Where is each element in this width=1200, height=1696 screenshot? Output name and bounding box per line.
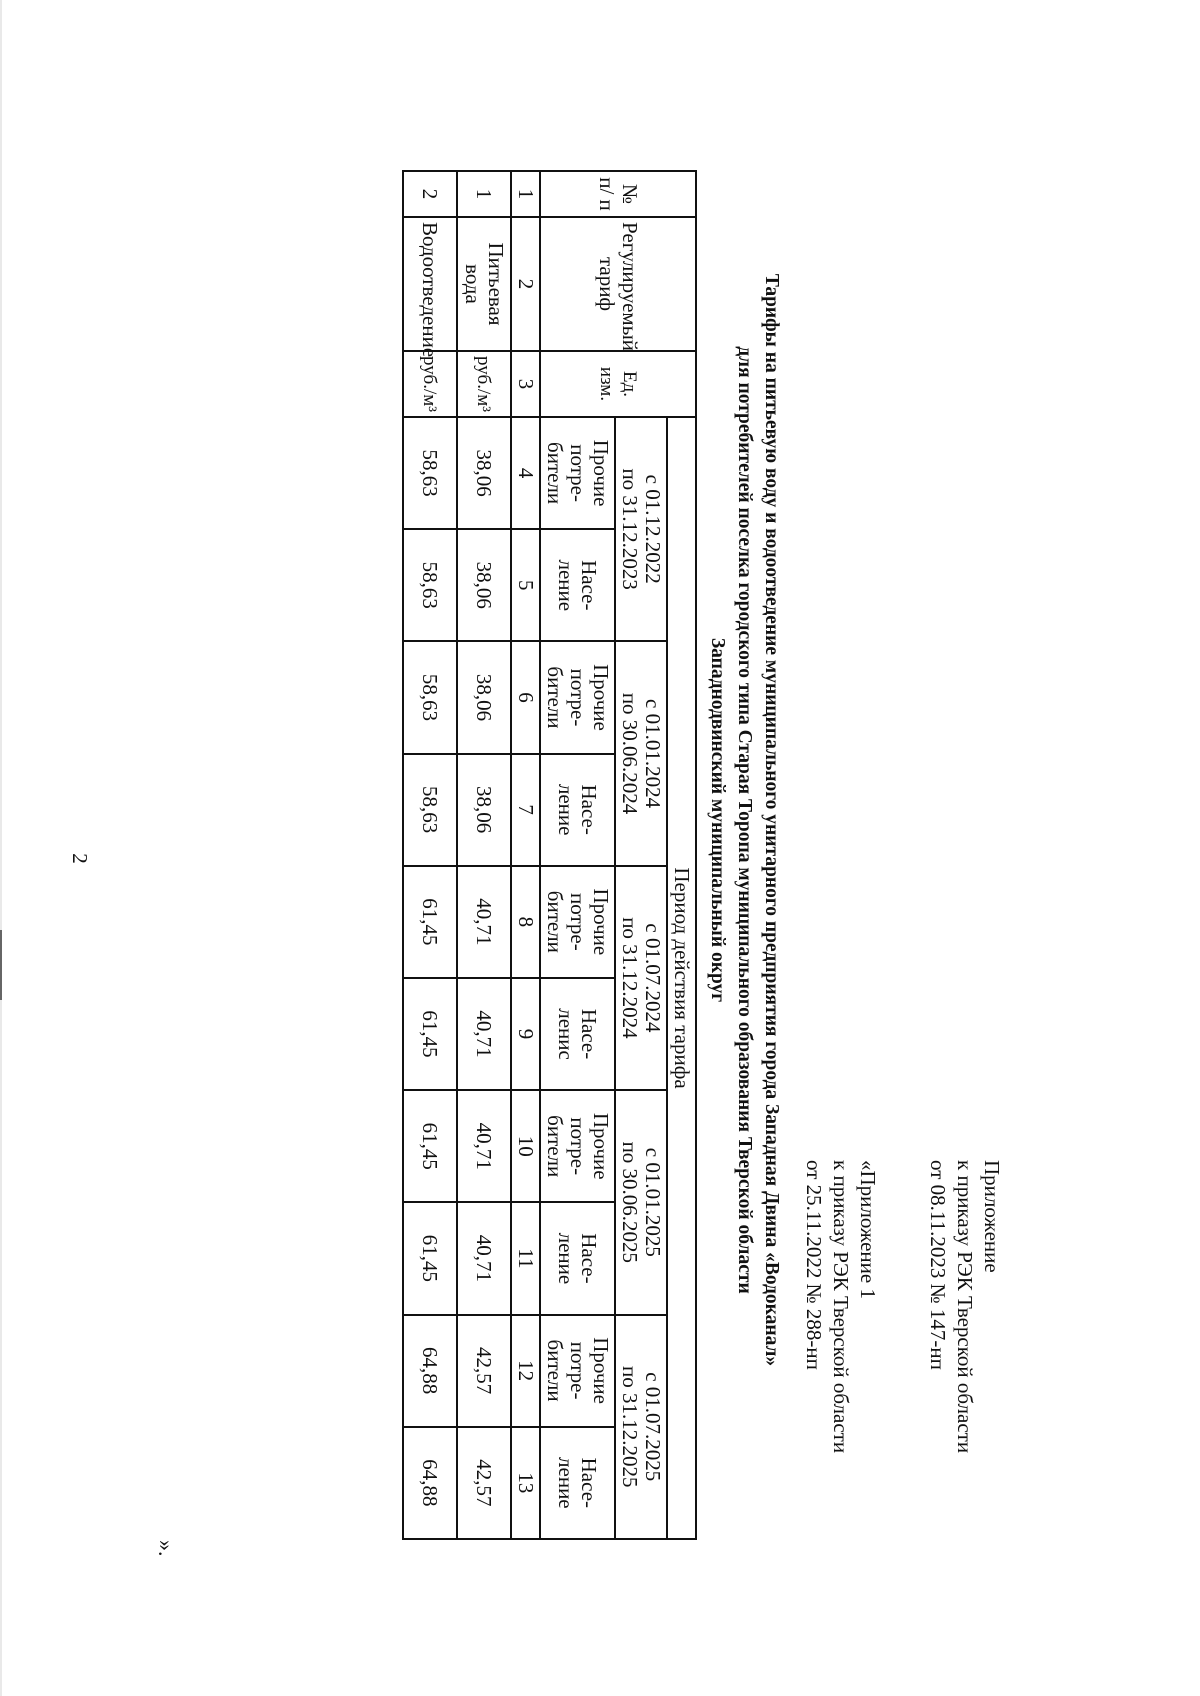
- appendix-previous-line3: от 25.11.2022 № 288-нп: [802, 1160, 826, 1370]
- subheader-population: Насе- ление: [540, 1202, 615, 1314]
- appendix-previous-line1: «Приложение 1: [856, 1160, 880, 1299]
- column-number: 9: [511, 978, 540, 1090]
- tariff-value: 40,71: [457, 978, 511, 1090]
- column-number: 8: [511, 866, 540, 978]
- row-number: 1: [457, 171, 511, 217]
- subheader-other-consumers: Прочие потре- бители: [540, 866, 615, 978]
- appendix-current-block: [924, 1160, 1005, 1453]
- column-number: 13: [511, 1427, 540, 1539]
- appendix-previous-line2: к приказу РЭК Тверской области: [829, 1160, 853, 1454]
- tariff-value: 61,45: [403, 1202, 457, 1314]
- closing-quote-mark: ».: [154, 1540, 179, 1557]
- column-number: 3: [511, 351, 540, 417]
- subheader-population: Насе- ленис: [540, 978, 615, 1090]
- header-tariff: Регулируемый тариф: [540, 217, 696, 351]
- appendix-current-line3: от 08.11.2023 № 147-нп: [926, 1160, 950, 1370]
- table-row: [403, 171, 457, 1539]
- period-to: по 31.12.2023: [618, 468, 642, 590]
- row-tariff-name: Водоотведение: [403, 217, 457, 351]
- header-unit: Ед. изм.: [540, 351, 696, 417]
- tariff-value: 64,88: [403, 1427, 457, 1539]
- tariff-table: [402, 170, 697, 1540]
- column-number: 5: [511, 529, 540, 641]
- period-to: по 31.12.2024: [618, 917, 642, 1039]
- table-row: [457, 171, 511, 1539]
- document-title: [704, 150, 785, 1490]
- tariff-value: 61,45: [403, 866, 457, 978]
- column-number: 1: [511, 171, 540, 217]
- header-period: Период действия тарифа: [667, 417, 696, 1539]
- tariff-value: 40,71: [457, 1090, 511, 1202]
- column-number: 12: [511, 1315, 540, 1427]
- header-num: № п/ п: [540, 171, 696, 217]
- subheader-other-consumers: Прочие потре- бители: [540, 1090, 615, 1202]
- period-header: [615, 641, 667, 865]
- tariff-value: 40,71: [457, 1202, 511, 1314]
- tariff-value: 64,88: [403, 1315, 457, 1427]
- period-from: с 01.01.2024: [641, 699, 665, 809]
- tariff-value: 42,57: [457, 1427, 511, 1539]
- column-number: 10: [511, 1090, 540, 1202]
- page-number: 2: [67, 853, 92, 864]
- tariff-value: 61,45: [403, 978, 457, 1090]
- subheader-population: Насе- ление: [540, 1427, 615, 1539]
- scan-edge: [0, 0, 2, 1696]
- appendix-previous-block: [800, 1160, 881, 1453]
- tariff-value: 61,45: [403, 1090, 457, 1202]
- column-number: 11: [511, 1202, 540, 1314]
- tariff-value: 42,57: [457, 1315, 511, 1427]
- row-unit: руб./м³: [403, 351, 457, 417]
- period-from: с 01.01.2025: [641, 1147, 665, 1257]
- appendix-current-line2: к приказу РЭК Тверской области: [953, 1160, 977, 1454]
- title-line3: Западнодвинский муниципальный округ: [707, 637, 728, 1003]
- tariff-value: 38,06: [457, 754, 511, 866]
- subheader-other-consumers: Прочие потре- бители: [540, 1315, 615, 1427]
- period-from: с 01.07.2024: [641, 923, 665, 1033]
- row-unit: руб./м³: [457, 351, 511, 417]
- period-header: [615, 1315, 667, 1540]
- period-header: [615, 866, 667, 1090]
- tariff-value: 58,63: [403, 529, 457, 641]
- tariff-value: 38,06: [457, 641, 511, 753]
- subheader-other-consumers: Прочие потре- бители: [540, 641, 615, 753]
- title-line2: для потребителей поселка городского типа Старая Торопа муниципального образования Тверской области: [734, 346, 755, 1294]
- scan-artifact: [0, 930, 2, 1000]
- tariff-value: 40,71: [457, 866, 511, 978]
- column-number-row: [511, 171, 540, 1539]
- tariff-value: 38,06: [457, 529, 511, 641]
- period-from: с 01.12.2022: [641, 474, 665, 584]
- tariff-value: 58,63: [403, 417, 457, 529]
- period-to: по 31.12.2025: [618, 1366, 642, 1488]
- subheader-population: Насе- ление: [540, 529, 615, 641]
- period-to: по 30.06.2024: [618, 692, 642, 815]
- tariff-value: 58,63: [403, 641, 457, 753]
- title-line1: Тарифы на питьевую воду и водоотведение муниципального унитарного предприятия города Западная Двина «Водоканал»: [761, 273, 782, 1367]
- column-number: 4: [511, 417, 540, 529]
- period-header: [615, 417, 667, 641]
- column-number: 6: [511, 641, 540, 753]
- column-number: 7: [511, 754, 540, 866]
- document-sheet: [125, 90, 1005, 1570]
- row-number: 2: [403, 171, 457, 217]
- period-to: по 30.06.2025: [618, 1141, 642, 1264]
- period-header: [615, 1090, 667, 1314]
- tariff-value: 58,63: [403, 754, 457, 866]
- subheader-other-consumers: Прочие потре- бители: [540, 417, 615, 529]
- row-tariff-name: Питьевая вода: [457, 217, 511, 351]
- subheader-population: Насе- ление: [540, 754, 615, 866]
- tariff-value: 38,06: [457, 417, 511, 529]
- column-number: 2: [511, 217, 540, 351]
- appendix-current-line1: Приложение: [980, 1160, 1004, 1273]
- period-from: с 01.07.2025: [641, 1372, 665, 1482]
